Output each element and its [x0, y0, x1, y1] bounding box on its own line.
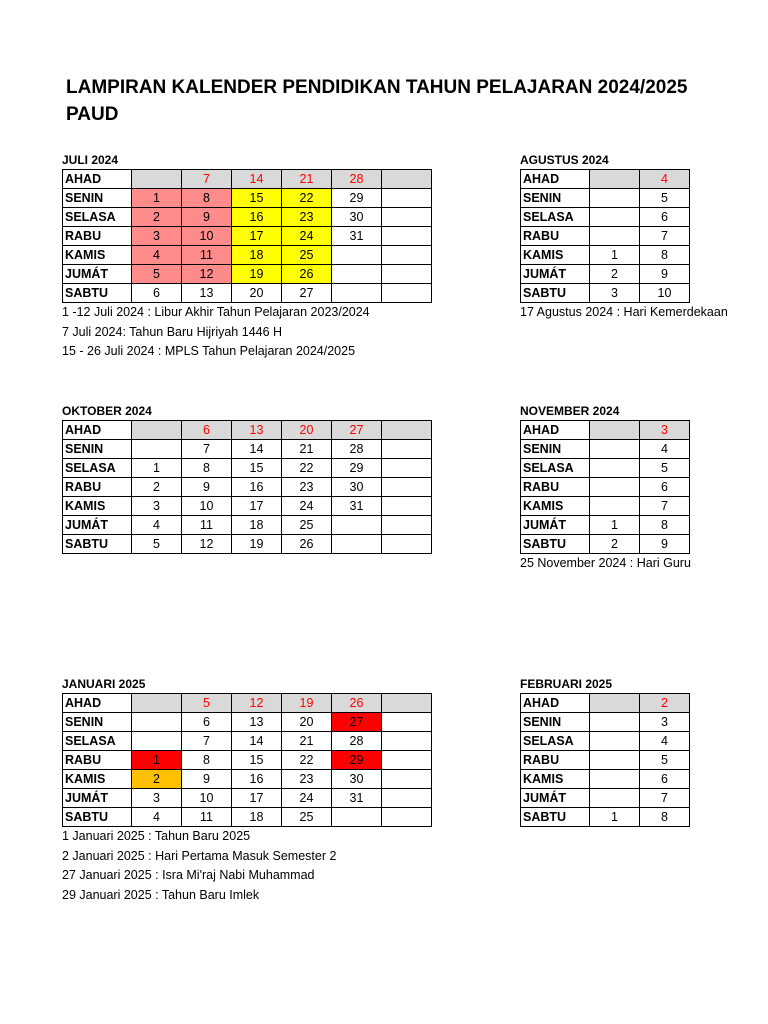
date-cell: [132, 713, 182, 732]
date-cell: 1: [590, 246, 640, 265]
day-name-cell: SABTU: [521, 535, 590, 554]
day-name-cell: SELASA: [63, 732, 132, 751]
date-cell: 12: [182, 265, 232, 284]
day-name-cell: SENIN: [521, 713, 590, 732]
date-cell: 21: [282, 170, 332, 189]
note-line: 29 Januari 2025 : Tahun Baru Imlek: [62, 887, 260, 902]
date-cell: 9: [182, 208, 232, 227]
date-cell: 22: [282, 189, 332, 208]
day-name-cell: AHAD: [63, 170, 132, 189]
date-cell: 22: [282, 459, 332, 478]
month-juli: [62, 152, 433, 362]
date-cell: 8: [640, 516, 690, 535]
date-cell: [590, 732, 640, 751]
calendar-row: [521, 516, 690, 535]
date-cell: [382, 170, 432, 189]
note-line: 1 Januari 2025 : Tahun Baru 2025: [62, 829, 251, 843]
calendar-row: [521, 732, 690, 751]
month-name: NOVEMBER 2024: [520, 404, 620, 418]
day-name-cell: SENIN: [63, 440, 132, 459]
date-cell: [590, 208, 640, 227]
date-cell: 2: [590, 535, 640, 554]
month-agustus: [520, 152, 728, 323]
date-cell: 4: [640, 732, 690, 751]
date-cell: 3: [132, 789, 182, 808]
calendar-row: [521, 694, 690, 713]
note-line: 17 Agustus 2024 : Hari Kemerdekaan: [520, 305, 728, 319]
date-cell: [382, 751, 432, 770]
date-cell: 8: [640, 808, 690, 827]
day-name-cell: RABU: [63, 227, 132, 246]
day-name-cell: SELASA: [521, 208, 590, 227]
date-cell: 23: [282, 208, 332, 227]
date-cell: 7: [182, 170, 232, 189]
date-cell: 11: [182, 808, 232, 827]
date-cell: [590, 189, 640, 208]
date-cell: 9: [640, 265, 690, 284]
month-name: FEBRUARI 2025: [520, 677, 613, 691]
date-cell: [590, 459, 640, 478]
calendar-row: [521, 421, 690, 440]
date-cell: 7: [640, 227, 690, 246]
day-name-cell: RABU: [63, 478, 132, 497]
day-name-cell: AHAD: [521, 694, 590, 713]
month-februari: [520, 676, 692, 827]
date-cell: [382, 694, 432, 713]
day-name-cell: JUMÁT: [63, 516, 132, 535]
date-cell: [590, 421, 640, 440]
calendar-row: [63, 421, 432, 440]
date-cell: 6: [640, 478, 690, 497]
date-cell: [382, 732, 432, 751]
date-cell: [382, 535, 432, 554]
calendar-row: [63, 808, 432, 827]
date-cell: 28: [332, 440, 382, 459]
date-cell: 1: [132, 459, 182, 478]
date-cell: [382, 713, 432, 732]
day-name-cell: KAMIS: [521, 246, 590, 265]
date-cell: 3: [590, 284, 640, 303]
date-cell: 7: [640, 497, 690, 516]
date-cell: [332, 246, 382, 265]
date-cell: 10: [182, 227, 232, 246]
calendar-row: [521, 208, 690, 227]
date-cell: 6: [182, 713, 232, 732]
calendar-row: [521, 284, 690, 303]
date-cell: 19: [282, 694, 332, 713]
date-cell: 3: [640, 421, 690, 440]
date-cell: 12: [232, 694, 282, 713]
day-name-cell: JUMÁT: [521, 516, 590, 535]
day-name-cell: KAMIS: [521, 497, 590, 516]
date-cell: 22: [282, 751, 332, 770]
month-name: OKTOBER 2024: [62, 404, 152, 418]
calendar-row: [521, 227, 690, 246]
date-cell: [382, 478, 432, 497]
page-subtitle: PAUD: [66, 104, 119, 125]
date-cell: 10: [640, 284, 690, 303]
date-cell: [590, 751, 640, 770]
date-cell: 11: [182, 516, 232, 535]
day-name-cell: KAMIS: [521, 770, 590, 789]
date-cell: 20: [282, 421, 332, 440]
calendar-row: [63, 227, 432, 246]
date-cell: 15: [232, 751, 282, 770]
calendar-row: [63, 789, 432, 808]
calendar-row: [521, 459, 690, 478]
calendar-row: [521, 170, 690, 189]
date-cell: 13: [182, 284, 232, 303]
date-cell: [590, 789, 640, 808]
date-cell: 10: [182, 497, 232, 516]
date-cell: [382, 246, 432, 265]
date-cell: [382, 265, 432, 284]
date-cell: 6: [640, 770, 690, 789]
date-cell: 5: [132, 535, 182, 554]
date-cell: 2: [132, 478, 182, 497]
date-cell: 7: [182, 732, 232, 751]
day-name-cell: SELASA: [521, 459, 590, 478]
calendar-table: [520, 693, 690, 827]
date-cell: 6: [182, 421, 232, 440]
note-line: 1 -12 Juli 2024 : Libur Akhir Tahun Pelajaran 2023/2024: [62, 305, 370, 319]
date-cell: 14: [232, 170, 282, 189]
calendar-row: [521, 713, 690, 732]
calendar-row: [63, 713, 432, 732]
day-name-cell: KAMIS: [63, 246, 132, 265]
date-cell: 31: [332, 227, 382, 246]
day-name-cell: SABTU: [521, 284, 590, 303]
date-cell: 2: [132, 208, 182, 227]
date-cell: [382, 284, 432, 303]
date-cell: [590, 713, 640, 732]
date-cell: 24: [282, 497, 332, 516]
date-cell: 25: [282, 516, 332, 535]
calendar-row: [63, 694, 432, 713]
date-cell: 26: [282, 535, 332, 554]
day-name-cell: RABU: [521, 478, 590, 497]
date-cell: [382, 208, 432, 227]
date-cell: 26: [332, 694, 382, 713]
calendar-row: [63, 478, 432, 497]
date-cell: 2: [132, 770, 182, 789]
note-line: 7 Juli 2024: Tahun Baru Hijriyah 1446 H: [62, 324, 283, 339]
page-title: LAMPIRAN KALENDER PENDIDIKAN TAHUN PELAJARAN 2024/2025: [66, 77, 688, 98]
calendar-row: [63, 516, 432, 535]
date-cell: 21: [282, 732, 332, 751]
day-name-cell: JUMÁT: [521, 789, 590, 808]
month-notes: [520, 303, 728, 323]
date-cell: 3: [640, 713, 690, 732]
calendar-row: [521, 535, 690, 554]
date-cell: 15: [232, 459, 282, 478]
date-cell: 14: [232, 732, 282, 751]
day-name-cell: SABTU: [521, 808, 590, 827]
calendar-row: [63, 732, 432, 751]
calendar-table: [62, 420, 432, 554]
date-cell: [382, 459, 432, 478]
calendar-row: [521, 440, 690, 459]
date-cell: [590, 170, 640, 189]
date-cell: 19: [232, 535, 282, 554]
date-cell: 30: [332, 478, 382, 497]
date-cell: 8: [182, 751, 232, 770]
month-notes: [62, 827, 433, 905]
month-name: JULI 2024: [62, 153, 119, 167]
calendar-row: [63, 751, 432, 770]
date-cell: 16: [232, 478, 282, 497]
date-cell: 12: [182, 535, 232, 554]
day-name-cell: JUMÁT: [63, 789, 132, 808]
month-name: JANUARI 2025: [62, 677, 146, 691]
date-cell: 4: [640, 440, 690, 459]
calendar-row: [521, 189, 690, 208]
date-cell: 16: [232, 770, 282, 789]
day-name-cell: SABTU: [63, 808, 132, 827]
date-cell: [132, 694, 182, 713]
date-cell: 4: [640, 170, 690, 189]
calendar-row: [63, 497, 432, 516]
date-cell: 8: [182, 459, 232, 478]
date-cell: 31: [332, 497, 382, 516]
month-notes: [520, 554, 692, 574]
date-cell: [332, 265, 382, 284]
calendar-row: [63, 284, 432, 303]
date-cell: [382, 497, 432, 516]
day-name-cell: JUMÁT: [521, 265, 590, 284]
date-cell: [332, 808, 382, 827]
date-cell: 20: [282, 713, 332, 732]
date-cell: 29: [332, 751, 382, 770]
day-name-cell: SELASA: [63, 208, 132, 227]
date-cell: 3: [132, 497, 182, 516]
date-cell: 28: [332, 170, 382, 189]
date-cell: 23: [282, 770, 332, 789]
date-cell: 25: [282, 808, 332, 827]
date-cell: 29: [332, 459, 382, 478]
date-cell: 6: [640, 208, 690, 227]
date-cell: 17: [232, 789, 282, 808]
date-cell: 9: [182, 478, 232, 497]
date-cell: 3: [132, 227, 182, 246]
day-name-cell: RABU: [63, 751, 132, 770]
date-cell: 2: [590, 265, 640, 284]
month-november: [520, 403, 692, 574]
date-cell: [590, 497, 640, 516]
date-cell: [382, 421, 432, 440]
calendar-row: [63, 189, 432, 208]
day-name-cell: AHAD: [521, 421, 590, 440]
calendar-table: [520, 169, 690, 303]
month-januari: [62, 676, 433, 905]
day-name-cell: SELASA: [63, 459, 132, 478]
calendar-row: [63, 265, 432, 284]
date-cell: 27: [282, 284, 332, 303]
date-cell: 18: [232, 516, 282, 535]
date-cell: [382, 808, 432, 827]
date-cell: 9: [182, 770, 232, 789]
date-cell: [382, 770, 432, 789]
date-cell: 9: [640, 535, 690, 554]
date-cell: 29: [332, 189, 382, 208]
day-name-cell: SENIN: [521, 440, 590, 459]
date-cell: 5: [182, 694, 232, 713]
date-cell: 5: [132, 265, 182, 284]
calendar-table: [62, 169, 432, 303]
day-name-cell: SABTU: [63, 535, 132, 554]
calendar-row: [63, 770, 432, 789]
date-cell: 4: [132, 246, 182, 265]
date-cell: [590, 694, 640, 713]
calendar-row: [63, 459, 432, 478]
date-cell: 2: [640, 694, 690, 713]
calendar-table: [62, 693, 432, 827]
date-cell: 7: [182, 440, 232, 459]
date-cell: 28: [332, 732, 382, 751]
date-cell: 7: [640, 789, 690, 808]
date-cell: 21: [282, 440, 332, 459]
month-oktober: [62, 403, 433, 554]
date-cell: 30: [332, 208, 382, 227]
calendar-row: [63, 440, 432, 459]
date-cell: 5: [640, 459, 690, 478]
date-cell: [382, 189, 432, 208]
day-name-cell: SELASA: [521, 732, 590, 751]
calendar-row: [63, 535, 432, 554]
date-cell: [132, 732, 182, 751]
calendar-row: [63, 246, 432, 265]
date-cell: 25: [282, 246, 332, 265]
day-name-cell: AHAD: [63, 421, 132, 440]
date-cell: 5: [640, 189, 690, 208]
date-cell: 6: [132, 284, 182, 303]
note-line: 25 November 2024 : Hari Guru: [520, 556, 691, 570]
calendar-table: [520, 420, 690, 554]
date-cell: 10: [182, 789, 232, 808]
date-cell: 16: [232, 208, 282, 227]
date-cell: 31: [332, 789, 382, 808]
date-cell: 8: [182, 189, 232, 208]
date-cell: 4: [132, 516, 182, 535]
date-cell: 17: [232, 227, 282, 246]
date-cell: 8: [640, 246, 690, 265]
date-cell: [132, 170, 182, 189]
calendar-row: [63, 208, 432, 227]
date-cell: 17: [232, 497, 282, 516]
date-cell: [132, 421, 182, 440]
date-cell: [590, 440, 640, 459]
date-cell: [332, 284, 382, 303]
note-line: 27 Januari 2025 : Isra Mi'raj Nabi Muhammad: [62, 868, 315, 882]
date-cell: 14: [232, 440, 282, 459]
calendar-row: [63, 170, 432, 189]
date-cell: 24: [282, 227, 332, 246]
date-cell: 19: [232, 265, 282, 284]
date-cell: [382, 516, 432, 535]
date-cell: [590, 770, 640, 789]
calendar-row: [521, 808, 690, 827]
calendar-row: [521, 770, 690, 789]
date-cell: 11: [182, 246, 232, 265]
date-cell: 24: [282, 789, 332, 808]
date-cell: 13: [232, 421, 282, 440]
date-cell: [332, 535, 382, 554]
date-cell: 27: [332, 421, 382, 440]
date-cell: 18: [232, 808, 282, 827]
date-cell: 13: [232, 713, 282, 732]
date-cell: 5: [640, 751, 690, 770]
day-name-cell: SENIN: [63, 189, 132, 208]
date-cell: 1: [590, 808, 640, 827]
day-name-cell: SENIN: [521, 189, 590, 208]
day-name-cell: JUMÁT: [63, 265, 132, 284]
date-cell: 1: [132, 189, 182, 208]
calendar-row: [521, 789, 690, 808]
calendar-row: [521, 246, 690, 265]
day-name-cell: SABTU: [63, 284, 132, 303]
date-cell: [382, 789, 432, 808]
calendar-row: [521, 265, 690, 284]
date-cell: 15: [232, 189, 282, 208]
date-cell: 4: [132, 808, 182, 827]
date-cell: 30: [332, 770, 382, 789]
date-cell: 27: [332, 713, 382, 732]
date-cell: [590, 227, 640, 246]
day-name-cell: SENIN: [63, 713, 132, 732]
calendar-row: [521, 478, 690, 497]
note-line: 2 Januari 2025 : Hari Pertama Masuk Semester 2: [62, 848, 337, 863]
month-name: AGUSTUS 2024: [520, 153, 609, 167]
day-name-cell: KAMIS: [63, 497, 132, 516]
calendar-row: [521, 497, 690, 516]
day-name-cell: AHAD: [63, 694, 132, 713]
date-cell: 26: [282, 265, 332, 284]
day-name-cell: KAMIS: [63, 770, 132, 789]
date-cell: 18: [232, 246, 282, 265]
date-cell: [382, 227, 432, 246]
date-cell: 1: [132, 751, 182, 770]
note-line: 15 - 26 Juli 2024 : MPLS Tahun Pelajaran 2024/2025: [62, 344, 356, 358]
date-cell: [132, 440, 182, 459]
date-cell: 1: [590, 516, 640, 535]
date-cell: [332, 516, 382, 535]
date-cell: 20: [232, 284, 282, 303]
date-cell: [382, 440, 432, 459]
date-cell: [590, 478, 640, 497]
calendar-row: [521, 751, 690, 770]
day-name-cell: RABU: [521, 751, 590, 770]
day-name-cell: AHAD: [521, 170, 590, 189]
month-notes: [62, 303, 433, 362]
date-cell: 23: [282, 478, 332, 497]
day-name-cell: RABU: [521, 227, 590, 246]
